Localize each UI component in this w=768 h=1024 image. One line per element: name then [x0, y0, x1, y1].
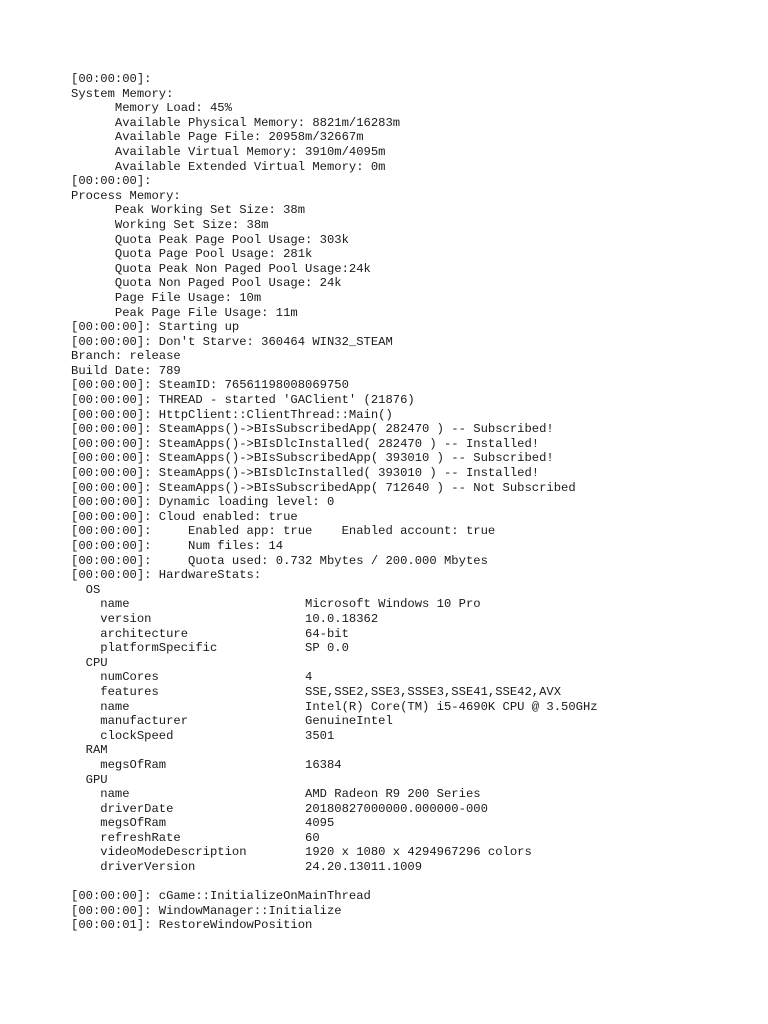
- log-line: driverDate 20180827000000.000000-000: [71, 801, 488, 816]
- log-line: Quota Page Pool Usage: 281k: [71, 247, 313, 262]
- log-line: [00:00:00]: WindowManager::Initialize: [71, 903, 342, 918]
- log-line: [00:00:00]: cGame::InitializeOnMainThread: [71, 889, 371, 904]
- log-line: Branch: release: [71, 349, 181, 364]
- log-line: [00:00:00]: Num files: 14: [71, 539, 284, 553]
- log-line: [00:00:00]: SteamID: 76561198008069750: [71, 378, 349, 393]
- log-line: [00:00:00]:: [71, 174, 152, 189]
- log-document: [71, 72, 751, 933]
- log-line: [00:00:00]:: [71, 72, 152, 86]
- log-line: [00:00:00]: SteamApps()->BIsDlcInstalled( 393010 ) -- Installed!: [71, 466, 540, 481]
- log-line: features SSE,SSE2,SSE3,SSSE3,SSE41,SSE42,AVX: [71, 684, 562, 699]
- log-line: [00:00:00]: SteamApps()->BIsSubscribedApp( 282470 ) -- Subscribed!: [71, 422, 554, 437]
- log-line: driverVersion 24.20.13011.1009: [71, 860, 423, 875]
- log-line: refreshRate 60: [71, 830, 320, 845]
- log-line: [00:00:00]: Quota used: 0.732 Mbytes / 200.000 Mbytes: [71, 553, 488, 568]
- log-line: Available Virtual Memory: 3910m/4095m: [71, 144, 386, 159]
- log-line: [00:00:00]: SteamApps()->BIsSubscribedApp( 712640 ) -- Not Subscribed: [71, 480, 576, 495]
- log-text-block: [71, 72, 751, 933]
- log-line: Available Page File: 20958m/32667m: [71, 130, 364, 145]
- log-line: architecture 64-bit: [71, 626, 349, 641]
- log-line: [00:00:00]: Dynamic loading level: 0: [71, 495, 335, 510]
- log-line: numCores 4: [71, 670, 313, 685]
- log-line: [00:00:01]: RestoreWindowPosition: [71, 918, 313, 933]
- log-line: Available Physical Memory: 8821m/16283m: [71, 115, 401, 130]
- log-line: Available Extended Virtual Memory: 0m: [71, 159, 386, 174]
- log-line: name AMD Radeon R9 200 Series: [71, 787, 481, 802]
- log-line: [71, 875, 751, 890]
- log-line: Quota Peak Non Paged Pool Usage:24k: [71, 261, 371, 276]
- log-line: [00:00:00]: Cloud enabled: true: [71, 509, 298, 524]
- log-line: RAM: [71, 743, 108, 758]
- log-line: name Intel(R) Core(TM) i5-4690K CPU @ 3.50GHz: [71, 699, 598, 714]
- log-line: Peak Working Set Size: 38m: [71, 203, 306, 218]
- log-line: OS: [71, 582, 101, 597]
- log-line: megsOfRam 16384: [71, 757, 342, 772]
- log-line: [00:00:00]: Don't Starve: 360464 WIN32_STEAM: [71, 334, 393, 349]
- log-line: version 10.0.18362: [71, 611, 379, 626]
- log-line: Peak Page File Usage: 11m: [71, 305, 298, 320]
- log-line: Quota Peak Page Pool Usage: 303k: [71, 232, 349, 247]
- log-line: Process Memory:: [71, 188, 181, 203]
- log-line: megsOfRam 4095: [71, 816, 335, 831]
- log-line: Memory Load: 45%: [71, 101, 232, 116]
- log-line: GPU: [71, 772, 108, 787]
- log-line: manufacturer GenuineIntel: [71, 714, 393, 729]
- log-line: [00:00:00]: Enabled app: true Enabled account: true: [71, 524, 496, 539]
- log-line: CPU: [71, 655, 108, 670]
- log-line: [00:00:00]: SteamApps()->BIsDlcInstalled( 282470 ) -- Installed!: [71, 436, 540, 451]
- log-line: Working Set Size: 38m: [71, 217, 269, 232]
- log-line: Page File Usage: 10m: [71, 290, 262, 305]
- log-line: platformSpecific SP 0.0: [71, 641, 349, 656]
- log-line: videoModeDescription 1920 x 1080 x 4294967296 colors: [71, 845, 532, 860]
- log-line: [00:00:00]: HardwareStats:: [71, 568, 262, 583]
- log-line: [00:00:00]: SteamApps()->BIsSubscribedApp( 393010 ) -- Subscribed!: [71, 451, 554, 466]
- log-line: [00:00:00]: THREAD - started 'GAClient' (21876): [71, 393, 415, 408]
- log-line: System Memory:: [71, 86, 174, 101]
- log-line: Build Date: 789: [71, 363, 181, 378]
- log-line: [00:00:00]: HttpClient::ClientThread::Main(): [71, 407, 393, 422]
- log-line: [00:00:00]: Starting up: [71, 320, 240, 335]
- log-line: name Microsoft Windows 10 Pro: [71, 597, 481, 612]
- log-line: Quota Non Paged Pool Usage: 24k: [71, 276, 342, 291]
- log-line: clockSpeed 3501: [71, 728, 335, 743]
